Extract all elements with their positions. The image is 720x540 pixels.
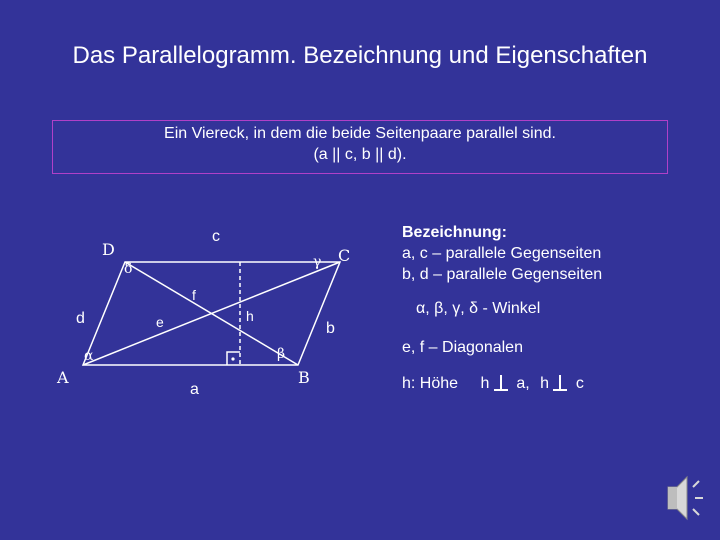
side-b-label: b xyxy=(326,320,335,337)
angle-beta-label: β xyxy=(277,346,286,362)
side-d-label: d xyxy=(76,310,85,327)
side-c-label: c xyxy=(212,228,220,245)
diagonal-f-label: f xyxy=(192,287,196,303)
height-h1: h xyxy=(480,375,490,392)
angles-text: α, β, γ, δ - Winkel xyxy=(416,300,541,317)
angle-delta-label: δ xyxy=(124,261,133,277)
vertex-a-label: A xyxy=(57,368,69,387)
perpendicular-icon xyxy=(494,375,508,391)
height-h-label: h xyxy=(246,308,254,324)
vertex-d-label: D xyxy=(102,240,115,259)
definition-line-2: (a || c, b || d). xyxy=(313,146,407,163)
notation-line-2: b, d – parallele Gegenseiten xyxy=(402,266,603,283)
side-a-label: a xyxy=(190,381,199,398)
diagonal-e-label: e xyxy=(156,314,164,330)
vertex-b-label: B xyxy=(298,368,310,387)
angle-gamma-label: γ xyxy=(313,254,322,270)
height-c-text: c xyxy=(575,375,584,392)
notation-panel xyxy=(402,222,602,285)
definition-line-1: Ein Viereck, in dem die beide Seitenpaare parallel sind. xyxy=(164,125,556,142)
diagonals-text: e, f – Diagonalen xyxy=(402,339,523,356)
notation-heading: Bezeichnung: xyxy=(402,224,507,241)
height-label: h: Höhe xyxy=(402,375,459,392)
page-title: Das Parallelogramm. Bezeichnung und Eigenschaften xyxy=(72,42,648,69)
height-a-text: a, xyxy=(516,375,530,392)
vertex-c-label: C xyxy=(338,246,351,265)
height-text xyxy=(402,375,584,393)
height-h2: h xyxy=(540,375,550,392)
notation-line-1: a, c – parallele Gegenseiten xyxy=(402,245,602,262)
angle-alpha-label: α xyxy=(84,348,94,364)
perpendicular-icon xyxy=(553,375,567,391)
right-angle-dot xyxy=(231,357,234,360)
diagonal-f xyxy=(125,262,298,365)
